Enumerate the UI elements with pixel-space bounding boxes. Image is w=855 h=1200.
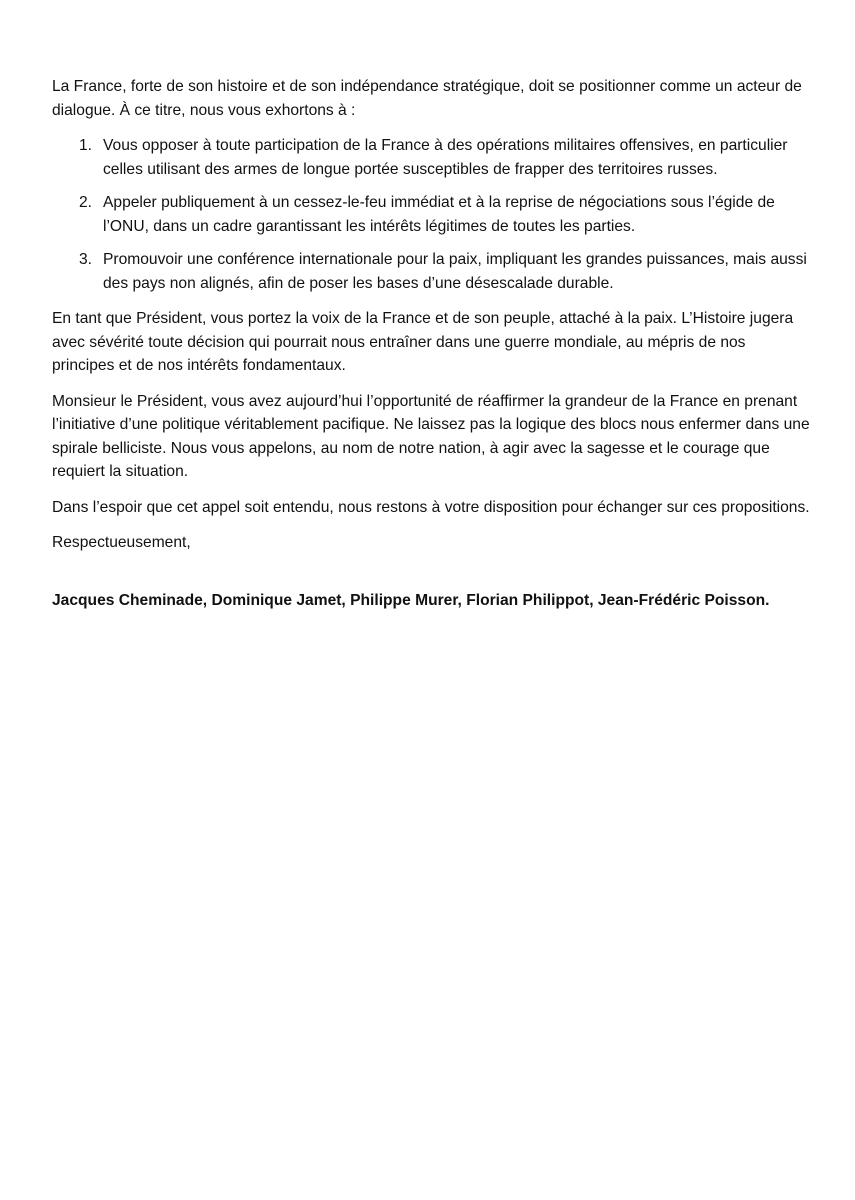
list-item-number: 2. (79, 194, 93, 211)
hope-paragraph: Dans l’espoir que cet appel soit entendu, nous restons à votre disposition pour échanger sur ces propositions. (52, 498, 810, 516)
list-item-text: Promouvoir une conférence internationale pour la paix, impliquant les grandes puissances, mais aussi des pays non alignés, afin de poser les bases d’une désescalade durable. (103, 251, 807, 292)
opportunity-paragraph: Monsieur le Président, vous avez aujourd’hui l’opportunité de réaffirmer la grandeur de la France en prenant l’initiative d’une politique véritablement pacifique. Ne laissez pas la logique des blocs nous enfermer dans une spirale belliciste. Nous vous appelons, au nom de notre nation, à agir avec la sagesse et le courage que requiert la situation. (52, 392, 810, 480)
list-item-number: 3. (79, 251, 93, 268)
letter-body (52, 75, 812, 624)
list-item-text: Vous opposer à toute participation de la France à des opérations militaires offensives, en particulier celles utilisant des armes de longue portée susceptibles de frapper des territoires russes. (103, 137, 788, 178)
signatories: Jacques Cheminade, Dominique Jamet, Philippe Murer, Florian Philippot, Jean-Frédéric Poisson. (52, 591, 770, 609)
demands-list (52, 134, 812, 295)
president-paragraph: En tant que Président, vous portez la voix de la France et de son peuple, attaché à la paix. L’Histoire jugera avec sévérité toute décision qui pourrait nous entraîner dans une guerre mondiale, au mépris de nos principes et de nos intérêts fondamentaux. (52, 310, 794, 374)
intro-paragraph: La France, forte de son histoire et de son indépendance stratégique, doit se positionner comme un acteur de dialogue. À ce titre, nous vous exhortons à : (52, 78, 802, 119)
list-item (52, 248, 812, 295)
closing-salutation: Respectueusement, (52, 534, 191, 551)
list-item-text: Appeler publiquement à un cessez-le-feu immédiat et à la reprise de négociations sous l’égide de l’ONU, dans un cadre garantissant les intérêts légitimes de toutes les parties. (103, 194, 775, 235)
list-item (52, 191, 812, 238)
list-item-number: 1. (79, 137, 93, 154)
list-item (52, 134, 812, 181)
